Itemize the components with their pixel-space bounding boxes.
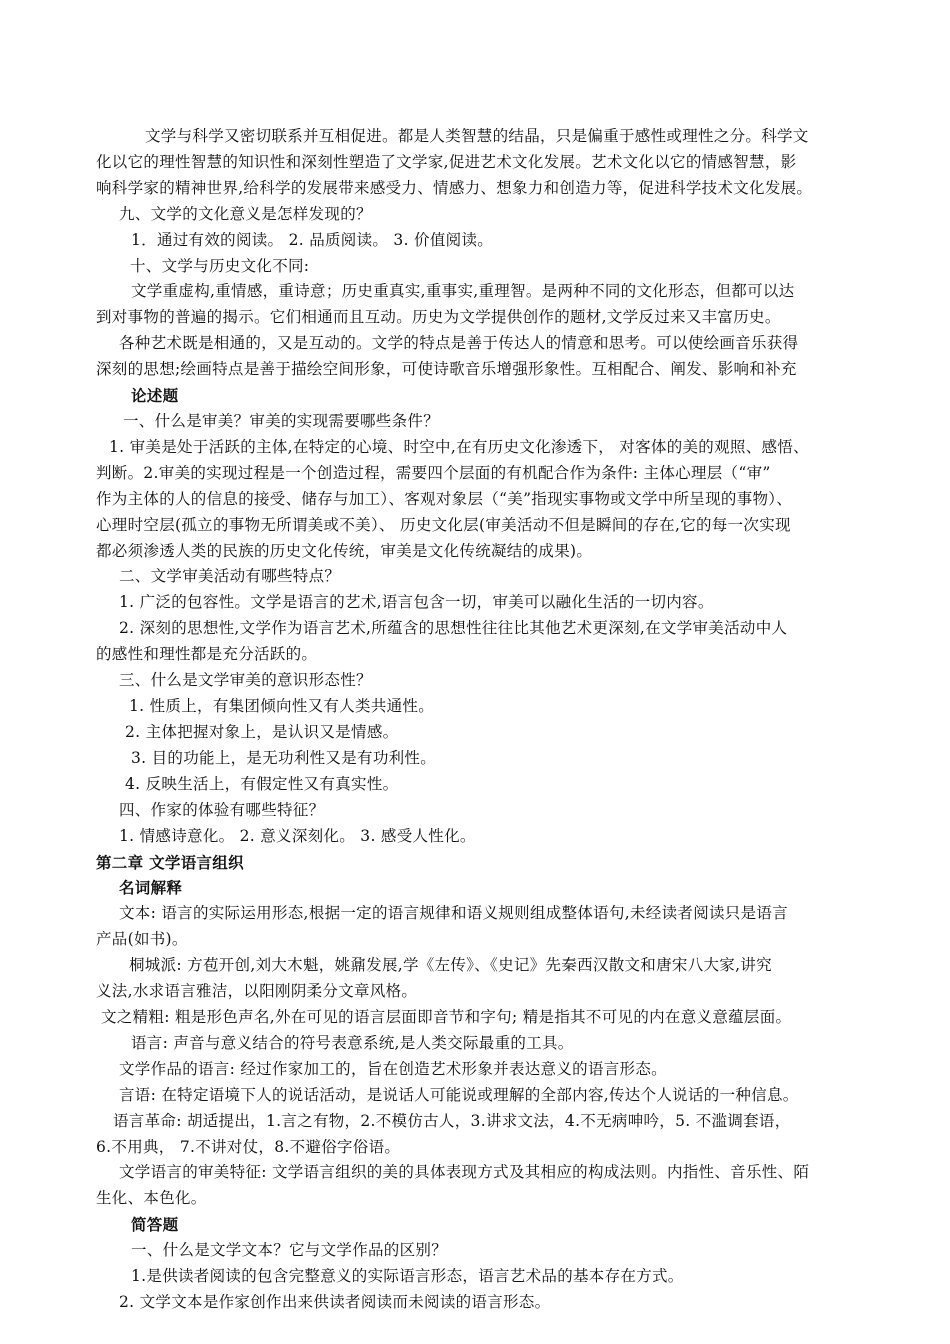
answer-line: 3. 目的功能上，是无功利性又是有功利性。 (131, 749, 437, 767)
term-definition: 6.不用典， 7.不讲对仗，8.不避俗字俗语。 (96, 1138, 401, 1156)
paragraph-line: 心理时空层(孤立的事物无所谓美或不美）、 历史文化层(审美活动不但是瞬间的存在,它的每一次实现 (96, 516, 791, 534)
term-definition: 语言: 声音与意义结合的符号表意系统,是人类交际最重的工具。 (131, 1034, 574, 1052)
term-definition: 文本: 语言的实际运用形态,根据一定的语言规律和语义规则组成整体语句,未经读者阅读只是语言 (119, 904, 789, 922)
chapter-heading: 第二章 文学语言组织 (96, 853, 244, 872)
question-heading: 三、什么是文学审美的意识形态性？ (119, 671, 372, 689)
answer-line: 1. 广泛的包容性。文学是语言的艺术,语言包含一切，审美可以融化生活的一切内容。 (119, 593, 714, 611)
answer-line: 1. 性质上，有集团倾向性又有人类共通性。 (129, 697, 435, 715)
term-definition: 桐城派: 方苞开创,刘大木魁，姚鼐发展,学《左传》、《史记》先秦西汉散文和唐宋八大家,讲究 (129, 956, 772, 974)
term-definition: 语言革命: 胡适提出，1.言之有物，2.不模仿古人，3.讲求文法，4.不无病呻吟，5. 不滥调套语， (113, 1112, 791, 1130)
term-definition: 文学作品的语言: 经过作家加工的，旨在创造艺术形象并表达意义的语言形态。 (119, 1060, 667, 1078)
answer-line: 2. 文学文本是作家创作出来供读者阅读而未阅读的语言形态。 (119, 1293, 551, 1311)
paragraph-line: 响科学家的精神世界,给科学的发展带来感受力、情感力、想象力和创造力等，促进科学技术文化发展。 (96, 179, 813, 197)
section-heading: 名词解释 (119, 878, 183, 897)
question-heading: 一、什么是审美？审美的实现需要哪些条件？ (123, 412, 440, 430)
answer-line: 4. 反映生活上，有假定性又有真实性。 (125, 775, 399, 793)
paragraph-line: 到对事物的普遍的揭示。它们相通而且互动。历史为文学提供创作的题材,文学反过来又丰富历史。 (96, 308, 781, 326)
term-definition: 产品(如书)。 (96, 930, 188, 948)
question-heading: 十、文学与历史文化不同: (130, 257, 310, 275)
term-definition: 生化、本色化。 (96, 1189, 207, 1207)
paragraph-line: 判断。2.审美的实现过程是一个创造过程，需要四个层面的有机配合作为条件: 主体心理层（“审” (96, 464, 771, 482)
paragraph-line: 各种艺术既是相通的，又是互动的。文学的特点是善于传达人的情意和思考。可以使绘画音乐获得 (119, 334, 799, 352)
question-heading: 一、什么是文学文本？它与文学作品的区别？ (131, 1241, 448, 1259)
paragraph-line: 的感性和理性都是充分活跃的。 (96, 645, 318, 663)
paragraph-line: 化以它的理性智慧的知识性和深刻性塑造了文学家,促进艺术文化发展。艺术文化以它的情感智慧，影 (96, 153, 797, 171)
section-heading: 论述题 (131, 386, 179, 405)
paragraph-line: 深刻的思想;绘画特点是善于描绘空间形象，可使诗歌音乐增强形象性。互相配合、阐发、影响和补充 (96, 360, 797, 378)
term-definition: 义法,水求语言雅洁，以阳刚阴柔分文章风格。 (96, 982, 418, 1000)
question-heading: 九、文学的文化意义是怎样发现的？ (119, 205, 372, 223)
question-heading: 二、文学审美活动有哪些特点？ (119, 567, 341, 585)
paragraph-line: 文学重虚构,重情感，重诗意；历史重真实,重事实,重理智。是两种不同的文化形态，但都可以达 (131, 282, 795, 300)
answer-line: 2. 深刻的思想性,文学作为语言艺术,所蕴含的思想性往往比其他艺术更深刻,在文学审美活动中人 (119, 619, 788, 637)
term-definition: 文学语言的审美特征: 文学语言组织的美的具体表现方式及其相应的构成法则。内指性、音乐性、陌 (119, 1163, 810, 1181)
paragraph-line: 1. 审美是处于活跃的主体,在特定的心境、时空中,在有历史文化渗透下， 对客体的美的观照、感悟、 (109, 438, 809, 456)
paragraph-line: 作为主体的人的信息的接受、储存与加工）、客观对象层（“美”指现实事物或文学中所呈现的事物）、 (96, 490, 793, 508)
section-heading: 简答题 (131, 1215, 179, 1234)
answer-line: 1.是供读者阅读的包含完整意义的实际语言形态，语言艺术品的基本存在方式。 (131, 1267, 684, 1285)
question-heading: 四、作家的体验有哪些特征？ (119, 801, 325, 819)
answer-line: 2. 主体把握对象上，是认识又是情感。 (125, 723, 399, 741)
answer-line: 1. 情感诗意化。 2. 意义深刻化。 3. 感受人性化。 (119, 827, 476, 845)
term-definition: 言语: 在特定语境下人的说话活动，是说话人可能说或理解的全部内容,传达个人说话的一种信息。 (119, 1086, 799, 1104)
term-definition: 文之精粗: 粗是形色声名,外在可见的语言层面即音节和字句; 精是指其不可见的内在意义意蕴层面。 (101, 1008, 792, 1026)
paragraph-line: 都必须渗透人类的民族的历史文化传统，审美是文化传统凝结的成果)。 (96, 542, 593, 560)
paragraph-line: 文学与科学又密切联系并互相促进。都是人类智慧的结晶，只是偏重于感性或理性之分。科学文 (145, 127, 809, 145)
answer-line: 1．通过有效的阅读。 2. 品质阅读。 3. 价值阅读。 (131, 231, 494, 249)
